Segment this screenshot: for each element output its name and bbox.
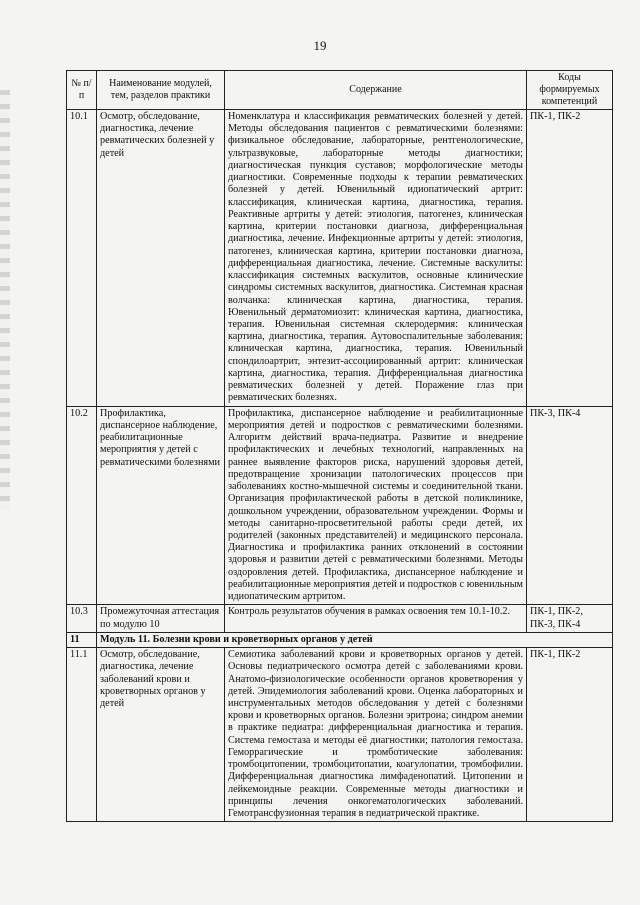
header-codes: Коды формируемых компетенций <box>527 71 613 110</box>
header-name: Наименование модулей, тем, разделов практики <box>97 71 225 110</box>
row-number: 11.1 <box>67 648 97 822</box>
page-number: 19 <box>313 38 327 53</box>
table-header-row <box>67 71 613 110</box>
module-number: 11 <box>67 632 97 647</box>
row-content: Профилактика, диспансерное наблюдение и реабилитационные мероприятия детей и подростков с ревматическими болезнями. Алгоритм действий врача-педиатра. Развитие и внедрение профилактических и лечебных технологий, направленных на раннее выявление факторов риска, нарушений здоровья детей, предотвращение хронизации патологических процессов при заболеваниях костно-мышечной системы и соединительной ткани. Организация профилактической работы в детской поликлинике, дошкольном учреждении, образовательном учреждении. Формы и методы санитарно-просветительной работы среди детей, их родителей (законных представителей) и медицинского персонала. Диагностика и профилактика ранних отклонений в состоянии здоровья и развитии детей с ревматическими болезнями. Методы оздоровления детей. Профилактика, диспансерное наблюдение и реабилитационные мероприятия детей и подростков с ювенильным идиопатическим артритом. <box>225 406 527 605</box>
table-row <box>67 605 613 632</box>
row-name: Осмотр, обследование, диагностика, лечение ревматических болезней у детей <box>97 110 225 407</box>
row-content: Контроль результатов обучения в рамках освоения тем 10.1-10.2. <box>225 605 527 632</box>
module-title: Модуль 11. Болезни крови и кроветворных органов у детей <box>97 632 613 647</box>
header-number: № п/п <box>67 71 97 110</box>
table-row <box>67 110 613 407</box>
header-content: Содержание <box>225 71 527 110</box>
row-name: Осмотр, обследование, диагностика, лечение заболеваний крови и кроветворных органов у детей <box>97 648 225 822</box>
row-codes: ПК-1, ПК-2 <box>527 648 613 822</box>
table-row <box>67 406 613 605</box>
row-codes: ПК-1, ПК-2 <box>527 110 613 407</box>
table-row <box>67 648 613 822</box>
module-row <box>67 632 613 647</box>
row-number: 10.1 <box>67 110 97 407</box>
curriculum-table <box>66 70 613 822</box>
row-number: 10.3 <box>67 605 97 632</box>
row-codes: ПК-1, ПК-2, ПК-3, ПК-4 <box>527 605 613 632</box>
row-codes: ПК-3, ПК-4 <box>527 406 613 605</box>
row-name: Профилактика, диспансерное наблюдение, реабилитационные мероприятия у детей с ревматическими болезнями <box>97 406 225 605</box>
row-number: 10.2 <box>67 406 97 605</box>
scan-edge-mark <box>0 90 10 510</box>
row-content: Номенклатура и классификация ревматических болезней у детей. Методы обследования пациентов с ревматическими болезнями: физикальное обследование, лабораторные, рентгенологические, ультразвуковые, лабораторные методы диагностики; диагностическая пункция суставов; морфологические методы диагностики. Современные подходы к терапии ревматических болезней у детей. Ювенильный идиопатический артрит: классификация, клиническая картина, диагностика, терапия. Реактивные артриты у детей: этиология, патогенез, клиническая картина, критерии постановки диагноза, дифференциальная диагностика, лечение. Инфекционные артриты у детей: этиология, патогенез, клиническая картина, критерии постановки диагноза, дифференциальная диагностика, лечение. Системные васкулиты: классификация системных васкулитов, основные клинические синдромы системных васкулитов, диагностика. Системная красная волчанка: клиническая картина, диагностика, терапия. Ювенильный дерматомиозит: клиническая картина, диагностика, терапия. Ювенильная системная склеродермия: клиническая картина, диагностика, терапия. Аутовоспалительные заболевания: клиническая картина, диагностика, терапия. Ювенильный спондилоартрит, энтезит-ассоциированный артрит: клиническая картина, диагностика, терапия. Дифференциальная диагностика ревматических болезней у детей. Поражение глаз при ревматических болезнях. <box>225 110 527 407</box>
row-name: Промежуточная аттестация по модулю 10 <box>97 605 225 632</box>
row-content: Семиотика заболеваний крови и кроветворных органов у детей. Основы педиатрического осмотра детей с заболеваниями крови. Анатомо-физиологические особенности органов кроветворения у детей. Эпидемиология заболеваний крови. Оценка лабораторных и инструментальных методов обследования у детей с болезнями крови и кроветворных органов. Болезни эритрона; синдром анемии в практике педиатра: дифференциальная диагностика и терапия. Система гемостаза и методы её диагностики; патология гемостаза. Геморрагические и тромботические заболевания: тромбоцитопении, тромбоцитопатии, коагулопатии, тромбофилии. Дифференциальная диагностика лимфаденопатий. Цитопении и лейкемоидные реакции. Современные методы диагностики и принципы лечения онкогематологических заболеваний. Гемотрансфузионная терапия в педиатрической практике. <box>225 648 527 822</box>
